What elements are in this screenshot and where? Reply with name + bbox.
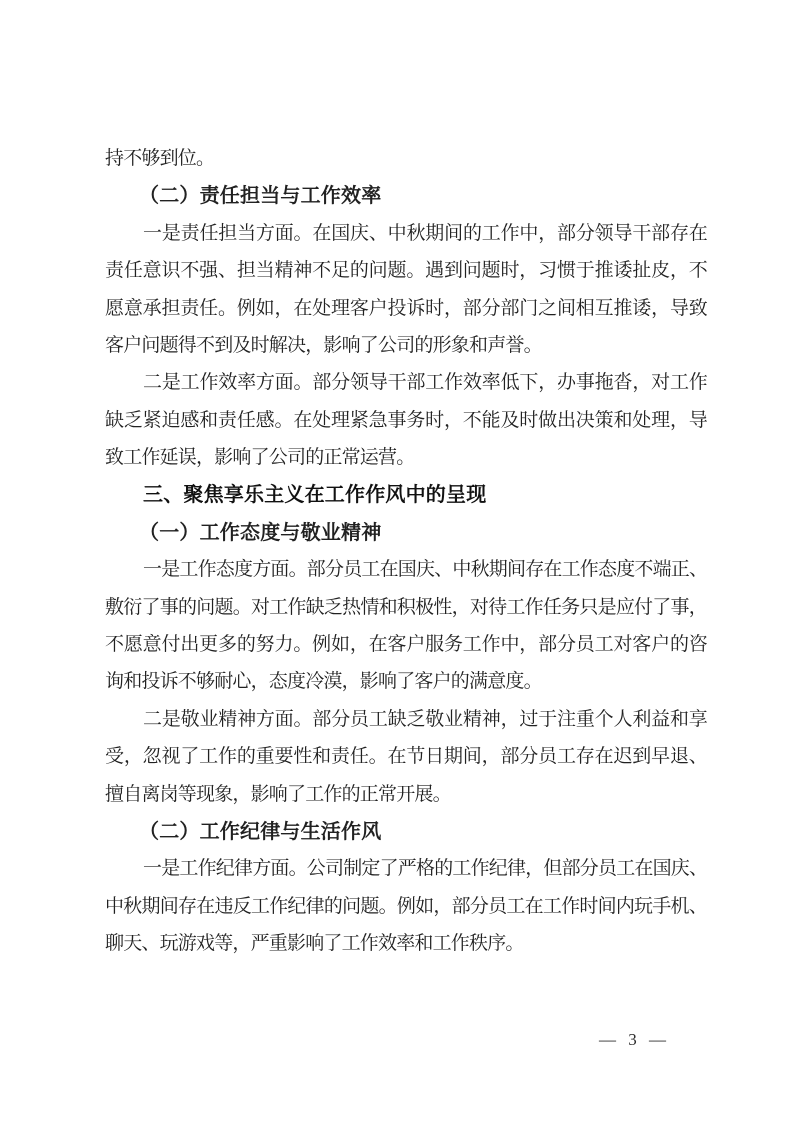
paragraph-line: 敷衍了事的问题。对工作缺乏热情和积极性，对待工作任务只是应付了事， bbox=[105, 596, 707, 618]
paragraph-line: 一是工作纪律方面。公司制定了严格的工作纪律，但部分员工在国庆、 bbox=[143, 858, 707, 880]
paragraph-line: 擅自离岗等现象，影响了工作的正常开展。 bbox=[105, 783, 451, 805]
paragraph-line: 缺乏紧迫感和责任感。在处理紧急事务时，不能及时做出决策和处理，导 bbox=[105, 409, 707, 431]
document-body bbox=[105, 140, 707, 963]
paragraph-line: 一是责任担当方面。在国庆、中秋期间的工作中，部分领导干部存在 bbox=[143, 222, 707, 244]
paragraph-line: 客户问题得不到及时解决，影响了公司的形象和声誉。 bbox=[105, 334, 542, 356]
paragraph-line: 中秋期间存在违反工作纪律的问题。例如，部分员工在工作时间内玩手机、 bbox=[105, 895, 707, 917]
paragraph-line: 一是工作态度方面。部分员工在国庆、中秋期间存在工作态度不端正、 bbox=[143, 559, 707, 581]
page-number: — 3 — bbox=[599, 1030, 666, 1049]
subsection-heading: （二）工作纪律与生活作风 bbox=[139, 819, 382, 844]
subsection-heading: （二）责任担当与工作效率 bbox=[139, 183, 382, 208]
paragraph-line: 受，忽视了工作的重要性和责任。在节日期间，部分员工存在迟到早退、 bbox=[105, 746, 707, 768]
paragraph-line: 致工作延误，影响了公司的正常运营。 bbox=[105, 447, 415, 469]
paragraph-line: 二是敬业精神方面。部分员工缺乏敬业精神，过于注重个人利益和享 bbox=[143, 708, 707, 730]
paragraph-line: 愿意承担责任。例如，在处理客户投诉时，部分部门之间相互推诿，导致 bbox=[105, 297, 707, 319]
paragraph-continuation-line: 持不够到位。 bbox=[105, 148, 215, 169]
paragraph-line: 二是工作效率方面。部分领导干部工作效率低下，办事拖沓，对工作 bbox=[143, 372, 707, 394]
paragraph-line: 询和投诉不够耐心，态度冷漠，影响了客户的满意度。 bbox=[105, 671, 542, 693]
paragraph-line: 不愿意付出更多的努力。例如，在客户服务工作中，部分员工对客户的咨 bbox=[105, 634, 707, 656]
paragraph-line: 责任意识不强、担当精神不足的问题。遇到问题时，习惯于推诿扯皮，不 bbox=[105, 260, 707, 282]
section-heading: 三、聚焦享乐主义在工作作风中的呈现 bbox=[143, 483, 487, 506]
paragraph-line: 聊天、玩游戏等，严重影响了工作效率和工作秩序。 bbox=[105, 933, 524, 955]
subsection-heading: （一）工作态度与敬业精神 bbox=[139, 519, 382, 544]
